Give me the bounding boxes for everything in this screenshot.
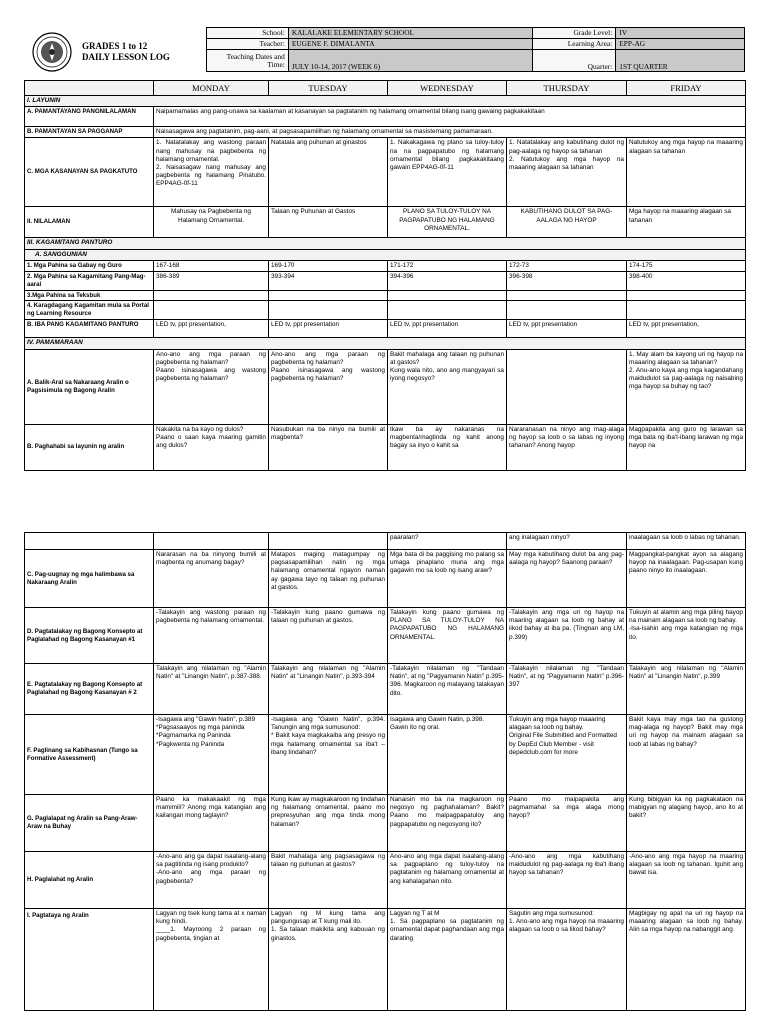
kagamitan-tuesday: LED tv, ppt presentation [269,320,388,338]
row-label-nilalaman: II. NILALAMAN [25,207,154,238]
pagtataya-monday: Lagyan ng tsek kung tama at x naman kung hindi. ____1. Mayroong 2 paraan ng pagbebenta, tingian at [154,909,269,1011]
kasanayan-tuesday: Natatala ang puhunan at ginastos [269,138,388,207]
nilalaman-wednesday: PLANO SA TULOY-TULOY NA PAGPAPATUBO NG HALAMANG ORNAMENTAL. [388,207,507,238]
paglalahat-friday: -Ano-ano ang mga hayop na maaring alagaan sa loob ng tahanan. Iguhit ang bawat isa. [627,852,746,909]
pagtatalakay-1-wednesday: Talakayin kung paano gumawa ng PLANO SA TULOY-TULOY NA PAGPAPATUBO NG HALAMANG ORNAMENTAL. [388,608,507,664]
kasanayan-friday: Natutukoy ang mga hayop na maaaring alagaan sa tahanan [627,138,746,207]
row-label-pagtataya: I. Pagtataya ng Aralin [25,909,154,1011]
section-sanggunian: A. SANGGUNIAN [25,249,746,260]
pagtatalakay-1-friday: Tukuyin at alamin ang mga piling hayop na mainam alagaan sa loob ng bahay. -Isa-isahin ang mga katangian ng mga ito. [627,608,746,664]
pagtatalakay-2-wednesday: -Talakayin nilalaman ng "Tandaan Natin", at ng "Pagyamanin Natin" p.395-396. Magkaroon ng malayang talakayan dito. [388,664,507,715]
section-kagamitang-panturo: III. KAGAMITANG PANTURO [25,238,746,249]
day-header-thursday: THURSDAY [507,81,627,96]
paglalapat-friday: Kung bibigyan ka ng pagkakataon na mabigyan ng alagang hayop, ano ito at bakit? [627,795,746,852]
paglinang-tuesday: -Isagawa ang "Gawin Natin", p.394. Tanungin ang mga sumusunod: * Bakit kaya magkakaiba ang presyo ng mga halamang ornamental sa iba't –ibang tindahan? [269,715,388,795]
log-header [24,27,745,74]
deped-seal-icon [32,32,72,72]
dates-value: JULY 10-14, 2017 (WEEK 6) [288,50,533,72]
school-value: KALALAKE ELEMENTARY SCHOOL [288,28,533,39]
row-label-pag-uugnay: C. Pag-uugnay ng mga halimbawa sa Nakaraang Aralin [25,550,154,608]
continuation-friday: inaalagaan sa loob o labas ng tahanan. [627,533,746,550]
day-header-monday: MONDAY [154,81,269,96]
row-label-pamantayang-pangnilalaman: A. PAMANTAYANG PANGNILALAMAN [25,107,154,127]
row-label-pagtatalakay-1: D. Pagtatalakay ng Bagong Konsepto at Paglalahad ng Bagong Kasanayan #1 [25,608,154,664]
page-gap [0,500,768,528]
pagtataya-wednesday: Lagyan ng T at M 1. Sa pagpaplano sa pagtatanim ng ornamental dapat paghandaan ang mga darating [388,909,507,1011]
kagamitan-thursday: LED tv, ppt presentation [507,320,627,338]
school-label: School: [207,28,289,39]
balik-aral-monday: Ano-ano ang mga paraan ng pagbebenta ng halaman? Paano isinasagawa ang wastong pagbebenta ng halaman? [154,349,269,424]
grade-value: IV [616,28,745,39]
balik-aral-friday: 1. May alam ba kayong uri ng hayop na maaaring alagaan sa tahanan? 2. Anu-ano kaya ang mga kagandahang maidudulot sa pag-aalaga ng naisabing mga hayop sa buhay ng tao? [627,349,746,424]
pagtatalakay-2-friday: Talakayin ang nilalaman ng "Alamin Natin" at "Linangin Natin", p.399 [627,664,746,715]
kagamitang-wednesday: 394-396 [388,271,507,290]
paglinang-monday: -Isagawa ang "Gawin Natin", p.389 *Pagsasaayos ng mga paninda *Pagmamarka ng Paninda *Pagkwenta ng Paninda [154,715,269,795]
pagtatalakay-2-tuesday: Talakayin ang nilalaman ng "Alamin Natin" at "Linangin Natin", p.393-394 [269,664,388,715]
balik-aral-tuesday: Ano-ano ang mga paraan ng pagbebenta ng halaman? Paano isinasagawa ang wastong pagbebenta ng halaman? [269,349,388,424]
pagtatalakay-1-thursday: -Talakayin ang mga uri ng hayop na maaring alagaan sa loob ng bahay at iikod bahay at iba pa. (Tingnan ang LM, p.399) [507,608,627,664]
gabay-thursday: 172-73 [507,260,627,271]
nilalaman-tuesday: Talaan ng Puhunan at Gastos [269,207,388,238]
lesson-table-page-2 [24,532,746,1011]
corner-cell [25,81,154,96]
dates-label: Teaching Dates and Time: [207,50,289,72]
gabay-friday: 174-175 [627,260,746,271]
kagamitang-monday: 386-389 [154,271,269,290]
section-pamamaraan: IV. PAMAMARAAN [25,338,746,349]
paghahabi-friday: Magpapakita ang guro ng larawan sa mga bata ng iba't-ibang larawan ng mga hayop na [627,424,746,470]
row-label-kagamitang-mag-aaral: 2. Mga Pahina sa Kagamitang Pang-Mag-aaral [25,271,154,290]
row-label-paglalahat: H. Paglalahat ng Aralin [25,852,154,909]
school-info-table [206,27,745,72]
kagamitang-thursday: 396-398 [507,271,627,290]
pamantayan-sa-pagganap-text: Naisasagawa ang pagtatanim, pag-aani, at pagsasapamilihan ng halamang ornamental sa masistemang pamamaraan. [154,127,746,138]
paglalapat-thursday: Paano mo maipapakita ang pagmamahal sa mga alaga mong hayop? [507,795,627,852]
row-label-gabay-ng-guro: 1. Mga Pahina sa Gabay ng Guro [25,260,154,271]
kagamitan-wednesday: LED tv, ppt presentation [388,320,507,338]
quarter-value: 1ST QUARTER [616,50,745,72]
day-header-wednesday: WEDNESDAY [388,81,507,96]
gabay-tuesday: 169-170 [269,260,388,271]
day-header-friday: FRIDAY [627,81,746,96]
paghahabi-monday: Nakakita na ba kayo ng dulos? Paano o saan kaya maaring gamitin ang dulos? [154,424,269,470]
pagtataya-friday: Magbigay ng apat na uri ng hayop na maaaring alagaan sa loob ng bahay. Alin sa mga hayop na nabanggit ang [627,909,746,1011]
row-label-balik-aral: A. Balik-Aral sa Nakaraang Aralin o Pagsisimula ng Bagong Aralin [25,349,154,424]
paglalahat-thursday: -Ano-ano ang mga kabutihang maidudulot ng pag-aalaga ng iba't ibang hayop sa tahanan? [507,852,627,909]
row-label-paglinang: F. Paglinang sa Kabihasnan (Tungo sa Formative Assessment) [25,715,154,795]
paglinang-friday: Bakit kaya may mga tao na gustong mag-alaga ng hayop? Bakit may mga uri ng hayop na mainam alagaan sa loob at labas ng bahay? [627,715,746,795]
day-header-tuesday: TUESDAY [269,81,388,96]
continuation-monday [154,533,269,550]
row-label-pamantayan-sa-pagganap: B. PAMANTAYAN SA PAGGANAP [25,127,154,138]
balik-aral-thursday [507,349,627,424]
area-label: Learning Area: [533,39,616,50]
lesson-table-page-1 [24,80,746,471]
continuation-wednesday: paaralan? [388,533,507,550]
row-label-teksbuk: 3.Mga Pahina sa Teksbuk [25,290,154,301]
kasanayan-thursday: 1. Natatalakay ang kabutihang dulot ng pag-aalaga ng hayop sa tahanan 2. Natutukoy ang mga hayop na maaaring alagaan sa tahanan [507,138,627,207]
pag-uugnay-wednesday: Mga bata di ba paggising mo palang sa umaga pinaplano muna ang mga gagawin mo sa loob ng isang araw? [388,550,507,608]
gabay-wednesday: 171-172 [388,260,507,271]
pag-uugnay-tuesday: Matapos maging matagumpay ng pagsasapamilihan natin ng mga halamang ornamental ngayon naman ay gagawa tayo ng talaan ng puhunan at gastos. [269,550,388,608]
pag-uugnay-monday: Nararasan na ba ninyong bumili at magbenta ng anumang bagay? [154,550,269,608]
pagtataya-tuesday: Lagyan ng M kung tama ang pangungusap at T kung mali ito. 1. Sa talaan makikita ang kabuuan ng ginastos. [269,909,388,1011]
lesson-log-page-1 [0,0,768,500]
continuation-label [25,533,154,550]
kagamitang-tuesday: 393-394 [269,271,388,290]
paghahabi-wednesday: Ikaw ba ay nakaranas na magbenta/magtinda ng kahit anong bagay sa inyo o kahit sa [388,424,507,470]
paglalapat-tuesday: Kung ikaw ay magkakaroon ng tindahan ng halamang ornamental, paano mo prepresyuhan ang mga tinda mong halaman? [269,795,388,852]
teacher-label: Teacher: [207,39,289,50]
teacher-value: EUGENE F. DIMALANTA [288,39,533,50]
quarter-label: Quarter: [533,50,616,72]
nilalaman-monday: Mahusay na Pagbebenta ng Halamang Ornamental. [154,207,269,238]
row-label-pagtatalakay-2: E. Pagtatalakay ng Bagong Konsepto at Paglalahad ng Bagong Kasanayan # 2 [25,664,154,715]
nilalaman-thursday: KABUTIHANG DULOT SA PAG-AALAGA NG HAYOP [507,207,627,238]
section-layunin: I. LAYUNIN [25,96,746,107]
paghahabi-tuesday: Nasubukan na ba ninyo na bumili at magbenta? [269,424,388,470]
gabay-monday: 167-168 [154,260,269,271]
pagtataya-thursday: Sagutin ang mga sumusunod: 1. Ano-ano ang mga hayop na maaaring alagaan sa loob o sa likod bahay? [507,909,627,1011]
continuation-thursday: ang inalagaan ninyo? [507,533,627,550]
pagtatalakay-1-tuesday: -Talakayin kung paano gumawa ng talaan ng puhunan at gastos. [269,608,388,664]
pagtatalakay-2-monday: Talakayin ang nilalaman ng "Alamin Natin" at "Linangin Natin", p.387-388. [154,664,269,715]
paglalapat-wednesday: Nanaisin mo ba na magkaroon ng negosyo ng paghahalaman? Bakit? Paano mo maipagpapatuloy ang pagpapatubo ng negosyong ito? [388,795,507,852]
pag-uugnay-friday: Magpangkat-pangkat ayon sa alagang hayop na inaalagaan. Pag-usapan kung paano ninyo ito inaalagaan. [627,550,746,608]
area-value: EPP-AG [616,39,745,50]
row-label-kasanayan: C. MGA KASANAYAN SA PAGKATUTO [25,138,154,207]
paglalahat-tuesday: Bakit mahalaga ang pagsasagawa ng talaan ng puhunan at gastos? [269,852,388,909]
kasanayan-monday: 1. Natatalakay ang wastong paraan nang mahusay na pagbebenta ng halamang ornamental. 2. Naisasagaw nang mahusay ang pagbebenta ng halamang Pinatubo. EPP4AG-0f-11 [154,138,269,207]
pag-uugnay-thursday: May mga kabutihang dulot ba ang pag-aalaga ng hayop? Saanong paraan? [507,550,627,608]
row-label-iba-pang-kagamitan: B. IBA PANG KAGAMITANG PANTURO [25,320,154,338]
continuation-tuesday [269,533,388,550]
row-label-paghahabi: B. Paghahabi sa layunin ng aralin [25,424,154,470]
kagamitang-friday: 398-400 [627,271,746,290]
row-label-paglalapat: G. Paglalapat ng Aralin sa Pang-Araw-Araw na Buhay [25,795,154,852]
paglalapat-monday: Paano ka makakaakit ng mga mamimili? Anong mga katangian ang kailangan mong taglayin? [154,795,269,852]
paglinang-thursday: Tukuyin ang mga hayop maaaring alagaan sa loob ng bahay. Original File Submitted and Formatted by DepEd Club Member - visit depedclub.com for more [507,715,627,795]
pagtatalakay-2-thursday: -Talakayin nilalaman ng "Tandaan Natin", at ng "Pagyamanin Natin" p.396-397 [507,664,627,715]
grade-label: Grade Level: [533,28,616,39]
kagamitan-friday: LED tv, ppt presentation, [627,320,746,338]
paglalahat-monday: -Ano-ano ang ga dapat isaalang-alang sa pagtitinda ng isang produkto? -Ano-ano ang mga paraan ng pagbebenta? [154,852,269,909]
row-label-portal: 4. Karagdagang Kagamitan mula sa Portal ng Learning Resource [25,301,154,320]
lesson-log-page-2 [0,528,768,1024]
kagamitan-monday: LED tv, ppt presentation, [154,320,269,338]
kasanayan-wednesday: 1. Nakakagawa ng plano sa tuloy-tuloy na na pagpapatubo ng halamang ornamental bilang pagkakakitaang gawain EPP4AG-0f-11 [388,138,507,207]
nilalaman-friday: Mga hayop na maaaring alagaan sa tahanan [627,207,746,238]
balik-aral-wednesday: Bakit mahalaga ang talaan ng puhunan at gastos? Kung wala nito, ano ang mangyayari sa iyong negosyo? [388,349,507,424]
pamantayang-pangnilalaman-text: Naipamamalas ang pang-unawa sa kaalaman at kasanayan sa pagtatanim ng halamang ornamental bilang isang gawaing pagkakakitaan [154,107,746,127]
log-title: GRADES 1 to 12 DAILY LESSON LOG [82,41,170,63]
paglinang-wednesday: Isagawa ang Gawin Natin, p.398. Gawin ito ng oral. [388,715,507,795]
paglalahat-wednesday: Ano-ano ang mga dapat isaalang-alang sa pagpaplano ng tuloy-tuloy na pagtatanim ng halamang ornamental at ang kahalagahan nito. [388,852,507,909]
paghahabi-thursday: Nararanasan na ninyo ang mag-alaga ng hayop sa loob o sa labas ng inyong tahanan? Anong hayop [507,424,627,470]
pagtatalakay-1-monday: -Talakayin ang wastong paraan ng pagbebenta ng halamang ornamental. [154,608,269,664]
